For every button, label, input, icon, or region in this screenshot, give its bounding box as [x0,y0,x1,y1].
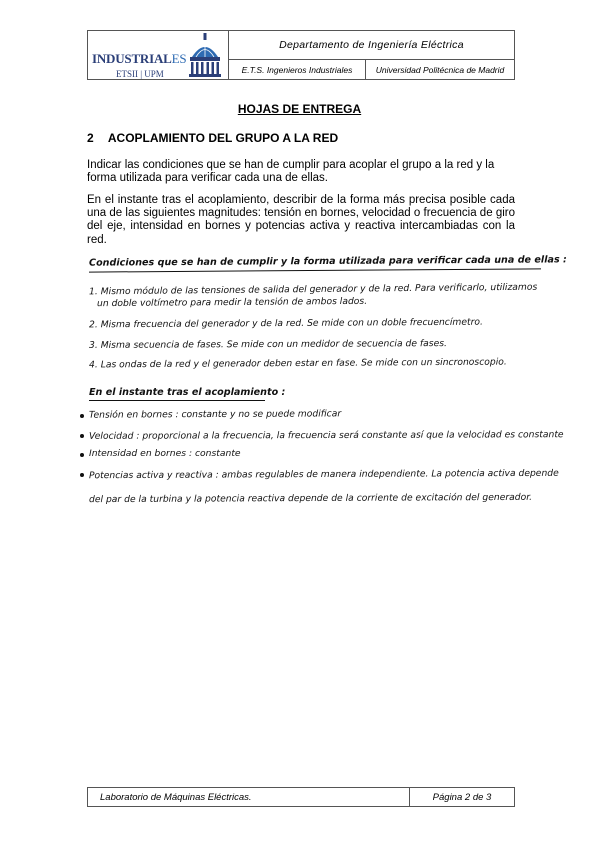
logo [88,31,229,79]
handwritten-item: 2. Misma frecuencia del generador y de la red. Se mide con un doble frecuencímetro. [88,316,483,331]
bullet-dot [80,453,84,457]
handwritten-bullet: Velocidad : proporcional a la frecuencia, la frecuencia será constante así que la velocidad es constante [88,429,564,442]
handwritten-item: 4. Las ondas de la red y el generador deben estar en fase. Se mide con un sincronoscopio. [88,356,507,371]
handwritten-heading-conditions: Condiciones que se han de cumplir y la forma utilizada para verificar cada una de ellas : [88,254,567,269]
department-name: Departamento de Ingeniería Eléctrica [229,31,514,60]
heading-underline [89,268,541,272]
handwritten-item: un doble voltímetro para medir la tensión de ambos lados. [96,295,368,310]
handwritten-bullet: Tensión en bornes : constante y no se puede modificar [88,408,342,421]
logo-subtitle: ETSII | UPM [116,69,164,79]
footer-page-number: Página 2 de 3 [432,791,492,803]
header-subrow [229,60,514,79]
header-info [229,31,514,79]
handwritten-item: 3. Misma secuencia de fases. Se mide con un medidor de secuencia de fases. [88,338,447,351]
handwritten-item: 1. Mismo módulo de las tensiones de salida del generador y de la red. Para verificarlo, utilizamos [88,281,538,298]
logo-main: INDUSTRIAL [92,51,172,66]
handwritten-heading-instant: En el instante tras el acoplamiento : [89,387,286,398]
page-footer [87,787,515,807]
page-title: HOJAS DE ENTREGA [237,102,362,116]
logo-suffix: ES [171,51,187,66]
bullet-dot [80,414,84,418]
dome-icon [188,33,222,77]
instruction-paragraph-2: En el instante tras el acoplamiento, describir de la forma más precisa posible cada una de las siguientes magnitudes: tensión en bornes, velocidad o frecuencia de giro del eje, intensidad en bornes y potencias activa y reactiva intercambiadas con la red. [87,194,515,246]
school-name: E.T.S. Ingenieros Industriales [229,60,366,79]
heading-underline [89,400,265,401]
handwritten-bullet: Intensidad en bornes : constante [89,448,241,459]
bullet-dot [80,434,84,438]
handwritten-bullet-continuation: del par de la turbina y la potencia reactiva depende de la corriente de excitación del generador. [88,491,533,506]
section-heading [87,131,338,145]
section-title: ACOPLAMIENTO DEL GRUPO A LA RED [107,131,339,145]
logo-text [92,51,186,67]
bullet-dot [80,473,84,477]
university-name: Universidad Politécnica de Madrid [375,64,505,75]
section-number: 2 [87,131,94,145]
instruction-paragraph-1: Indicar las condiciones que se han de cumplir para acoplar el grupo a la red y la forma utilizada para verificar cada una de ellas. [87,159,495,185]
page-header [87,30,515,80]
handwritten-bullet: Potencias activa y reactiva : ambas regulables de manera independiente. La potencia activa depende [88,467,559,482]
footer-lab-name: Laboratorio de Máquinas Eléctricas. [88,788,410,806]
